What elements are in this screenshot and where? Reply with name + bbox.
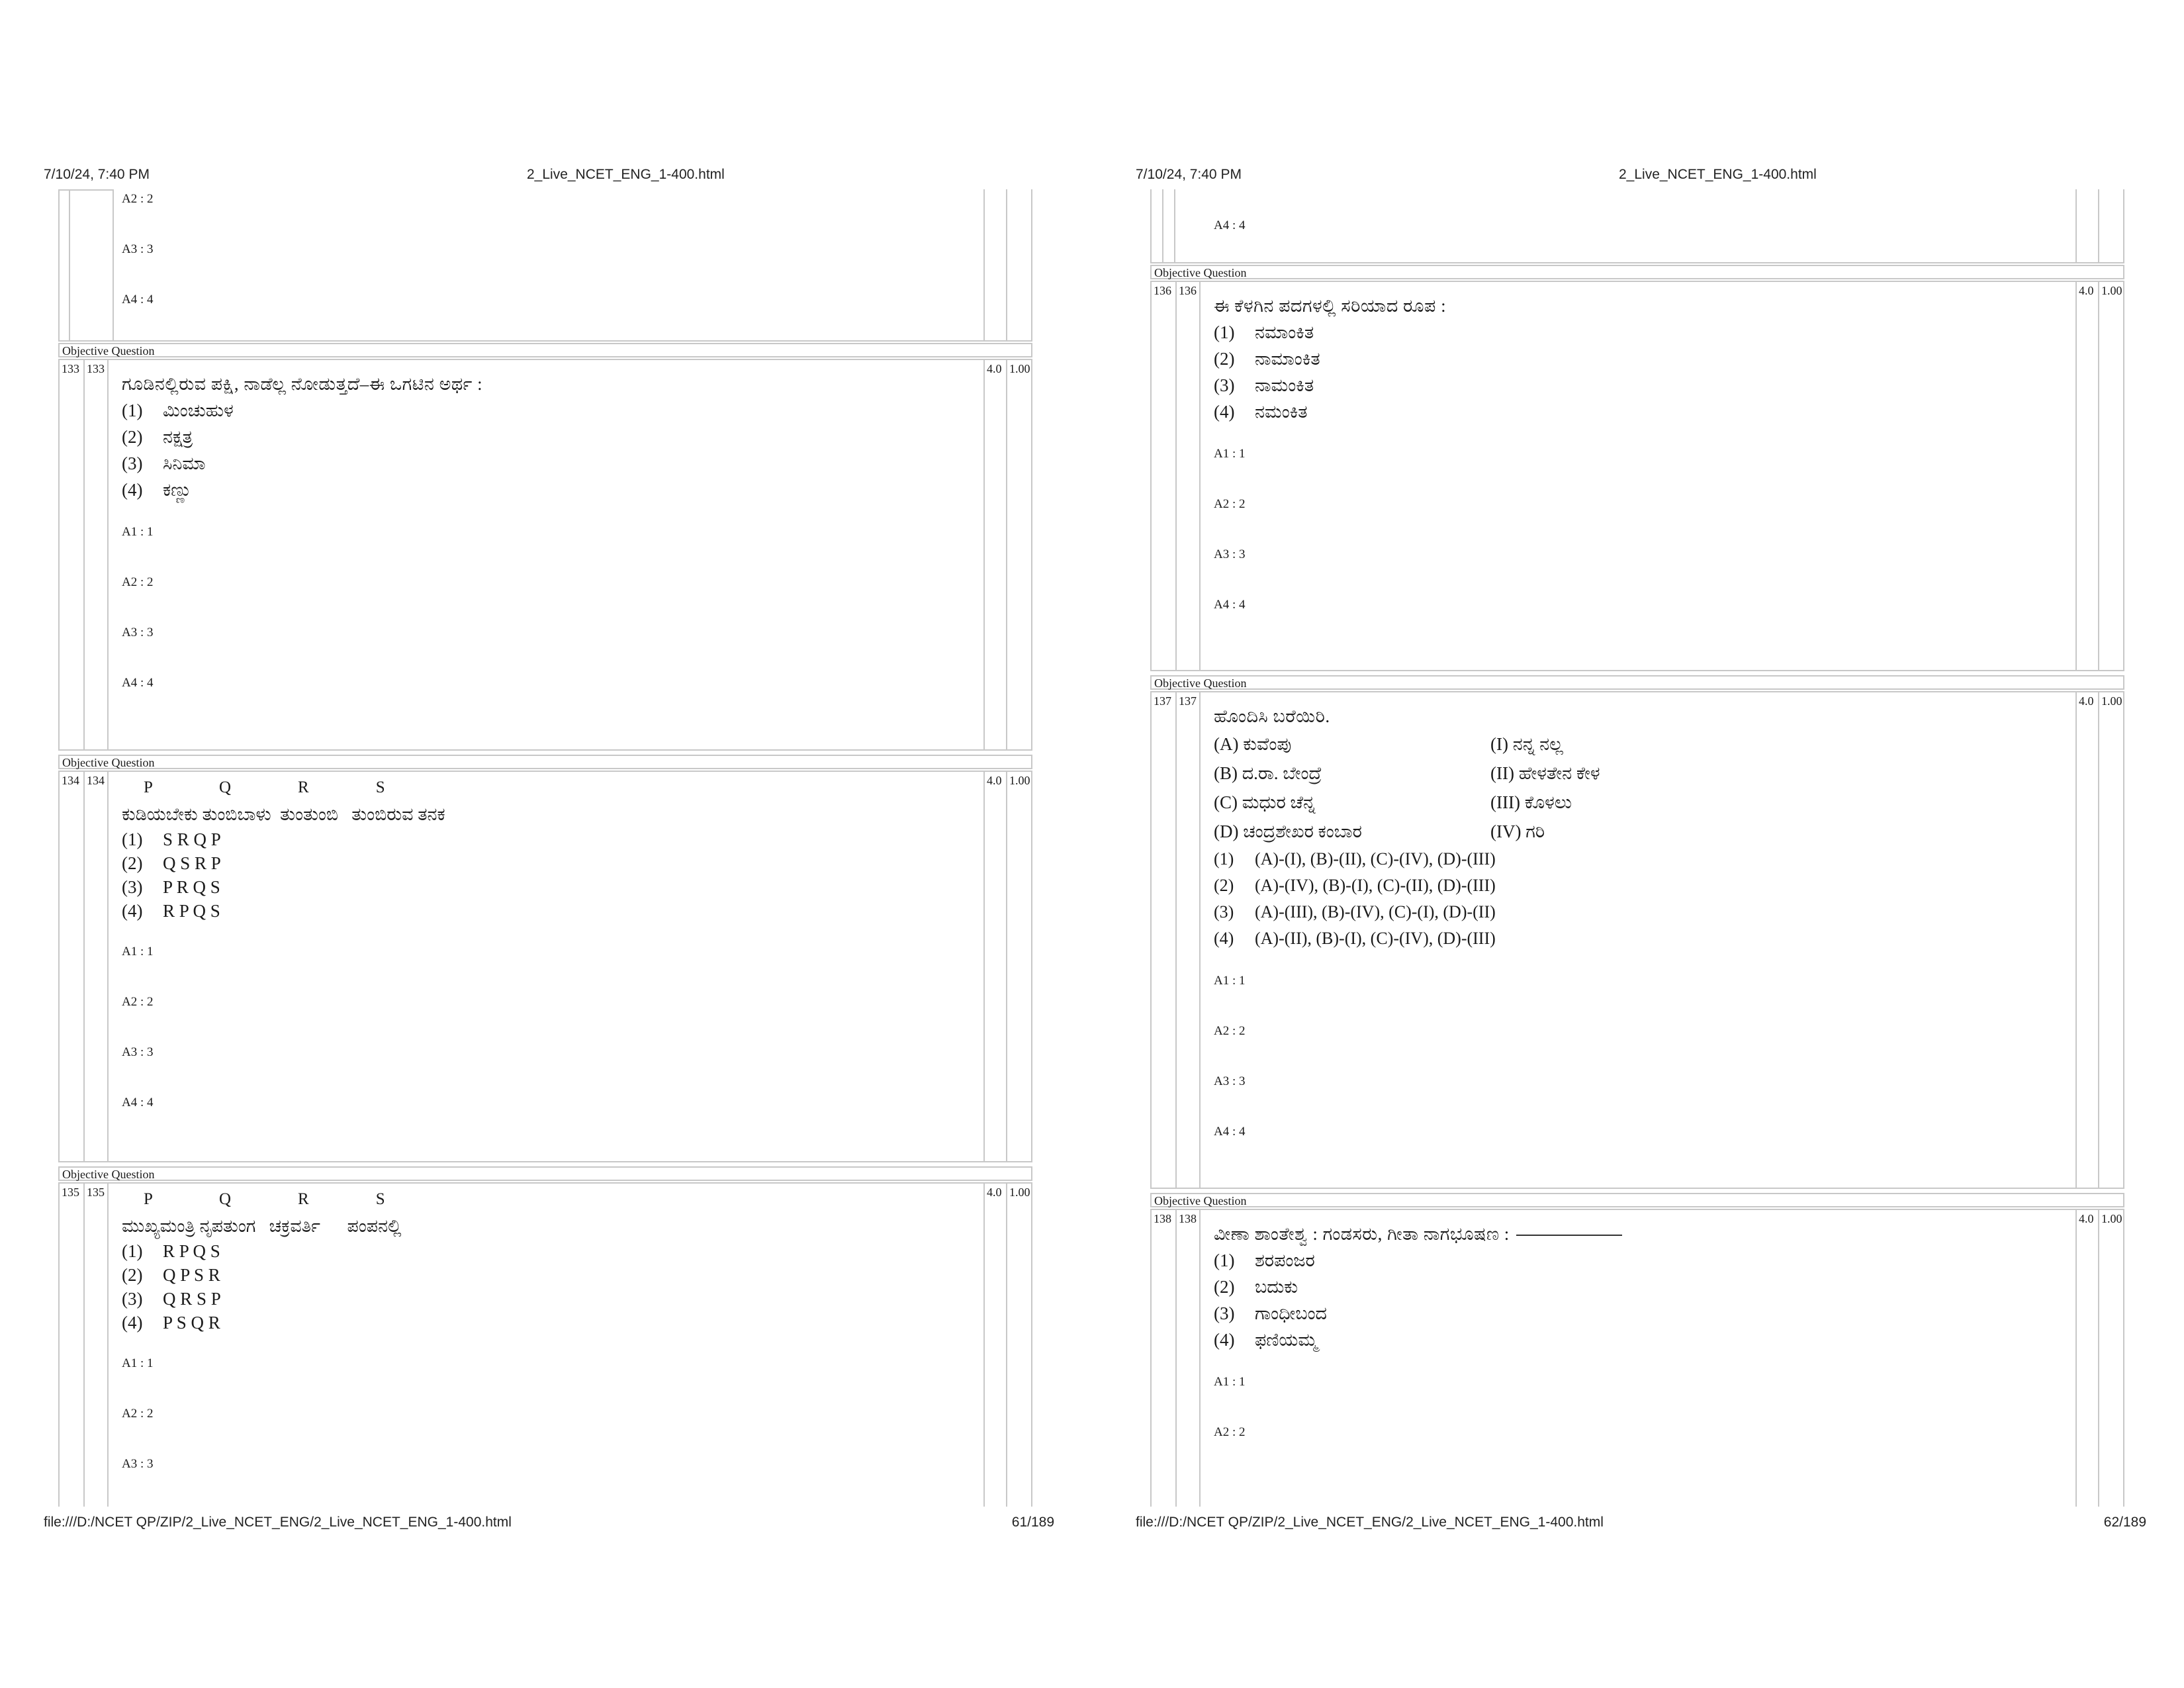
question-sheet: [58, 189, 1032, 1507]
answer-option[interactable]: A3 : 3: [122, 242, 154, 256]
negative-marks: 1.00: [1009, 362, 1030, 375]
answer-list: [1214, 447, 2065, 649]
question-text: ವೀಣಾ ಶಾಂತೇಶ್ವ : ಗಂಡಸರು, ಗೀತಾ ನಾಗಭೂಷಣ :: [1214, 1221, 2065, 1247]
header-date: 7/10/24, 7:40 PM: [44, 167, 150, 182]
answer-option[interactable]: A1 : 1: [122, 525, 154, 539]
question-id: 137: [1179, 694, 1197, 708]
answer-option[interactable]: A4 : 4: [1214, 218, 1246, 232]
question-body: [1214, 703, 2065, 1176]
negative-marks: 1.00: [2101, 1212, 2122, 1225]
question-number: 133: [62, 362, 79, 375]
answer-option[interactable]: A2 : 2: [1214, 1425, 1246, 1439]
previous-question-fragment: [58, 189, 1032, 342]
question-137: [1150, 691, 2124, 1189]
marks: 4.0: [2079, 284, 2094, 297]
section-label: Objective Question: [58, 755, 1032, 769]
option: (3) P R Q S: [122, 877, 220, 897]
option: (3) ನಾಮಂಕಿತ: [1214, 375, 1314, 395]
section-label: Objective Question: [1150, 265, 2124, 279]
option: (4) ಕಣ್ಣು: [122, 480, 192, 500]
negative-marks: 1.00: [2101, 284, 2122, 297]
marks: 4.0: [987, 1186, 1002, 1199]
answer-option[interactable]: A1 : 1: [122, 945, 154, 959]
option: (2) ನಾಮಾಂಕಿತ: [1214, 349, 1320, 369]
question-number: 134: [62, 774, 79, 787]
question-133: [58, 359, 1032, 751]
answer-option[interactable]: A4 : 4: [1214, 1125, 1246, 1139]
question-body: [122, 371, 973, 727]
answer-option[interactable]: A4 : 4: [122, 293, 154, 306]
option: (3) ಸಿನಿಮಾ: [122, 453, 206, 473]
option: (4) ಫಣಿಯಮ್ಮ: [1214, 1330, 1318, 1350]
question-body: [1214, 1221, 2065, 1476]
answer-option[interactable]: A2 : 2: [122, 995, 154, 1009]
answer-list: [1214, 974, 2065, 1176]
question-134: [58, 771, 1032, 1162]
option: (2) Q S R P: [122, 853, 221, 873]
option: (1) ಶರಪಂಜರ: [1214, 1250, 1315, 1270]
section-label: Objective Question: [58, 343, 1032, 357]
letter-labels: P Q R S: [122, 1190, 387, 1208]
match-pair: (A) ಕುವೆಂಪು (I) ನನ್ನ ನಲ್ಲ: [1214, 734, 1563, 754]
answer-list: [122, 945, 973, 1147]
answer-list: [122, 1357, 973, 1507]
answer-option[interactable]: A3 : 3: [122, 626, 154, 639]
section-label: Objective Question: [1150, 675, 2124, 690]
answer-option[interactable]: A4 : 4: [122, 676, 154, 690]
page-62: [1092, 0, 2184, 1688]
letter-labels: P Q R S: [122, 778, 387, 796]
answer-list: [122, 526, 973, 727]
question-id: 134: [87, 774, 105, 787]
answer-option[interactable]: A2 : 2: [1214, 1024, 1246, 1038]
marks: 4.0: [2079, 694, 2094, 708]
marks: 4.0: [987, 362, 1002, 375]
answer-option[interactable]: A1 : 1: [1214, 974, 1246, 988]
option: (4) ನಮಂಕಿತ: [1214, 402, 1308, 422]
question-body: [122, 774, 973, 1147]
question-number: 135: [62, 1186, 79, 1199]
question-number: 136: [1154, 284, 1171, 297]
fill-blank-line: [1516, 1235, 1622, 1236]
question-body: [122, 1186, 973, 1507]
answer-list: [1214, 1376, 2065, 1476]
answer-option[interactable]: A4 : 4: [122, 1096, 154, 1109]
negative-marks: 1.00: [1009, 774, 1030, 787]
answer-option[interactable]: A2 : 2: [122, 575, 154, 589]
question-id: 133: [87, 362, 105, 375]
answer-option[interactable]: A3 : 3: [122, 1457, 154, 1471]
option: (1) ಮಿಂಚುಹುಳ: [122, 400, 234, 420]
answer-option[interactable]: A2 : 2: [1214, 497, 1246, 511]
option: (4) P S Q R: [122, 1313, 220, 1333]
footer-page-number: 61/189: [1011, 1515, 1054, 1530]
footer-file-path: file:///D:/NCET QP/ZIP/2_Live_NCET_ENG/2_Live_NCET_ENG_1-400.html: [1136, 1515, 1604, 1530]
answer-option[interactable]: A1 : 1: [1214, 1375, 1246, 1389]
previous-question-fragment: [1150, 189, 2124, 263]
option: (3) Q R S P: [122, 1289, 221, 1309]
answer-option[interactable]: A3 : 3: [122, 1045, 154, 1059]
answer-option[interactable]: A2 : 2: [122, 192, 154, 206]
answer-option[interactable]: A2 : 2: [122, 1407, 154, 1421]
header-title: 2_Live_NCET_ENG_1-400.html: [527, 167, 725, 182]
question-138: [1150, 1209, 2124, 1507]
negative-marks: 1.00: [1009, 1186, 1030, 1199]
footer-file-path: file:///D:/NCET QP/ZIP/2_Live_NCET_ENG/2_Live_NCET_ENG_1-400.html: [44, 1515, 512, 1530]
question-body: [1214, 293, 2065, 649]
match-pair: (D) ಚಂದ್ರಶೇಖರ ಕಂಬಾರ (IV) ಗರಿ: [1214, 821, 1545, 841]
option: (1) S R Q P: [122, 829, 221, 849]
question-sheet: [1150, 189, 2124, 1507]
option: (2) ನಕ್ಷತ್ರ: [122, 427, 193, 447]
option: (1) (A)-(I), (B)-(II), (C)-(IV), (D)-(III): [1214, 849, 1496, 868]
question-number: 137: [1154, 694, 1171, 708]
question-text: ಈ ಕೆಳಗಿನ ಪದಗಳಲ್ಲಿ ಸರಿಯಾದ ರೂಪ :: [1214, 296, 1447, 316]
question-135: [58, 1182, 1032, 1507]
option: (2) (A)-(IV), (B)-(I), (C)-(II), (D)-(III): [1214, 876, 1496, 895]
question-id: 136: [1179, 284, 1197, 297]
question-id: 135: [87, 1186, 105, 1199]
answer-option[interactable]: A3 : 3: [1214, 1074, 1246, 1088]
option: (3) ಗಾಂಧೀಬಂದ: [1214, 1303, 1327, 1323]
option: (1) ನಮಾಂಕಿತ: [1214, 322, 1314, 342]
question-number: 138: [1154, 1212, 1171, 1225]
option: (1) R P Q S: [122, 1241, 220, 1261]
word-list: ಕುಡಿಯಬೇಕು ತುಂಬಿಬಾಳು ತುಂತುಂಬಿ ತುಂಬಿರುವ ತನಕ: [122, 804, 445, 824]
question-id: 138: [1179, 1212, 1197, 1225]
question-text: ಗೂಡಿನಲ್ಲಿರುವ ಪಕ್ಷಿ, ನಾಡೆಲ್ಲ ನೋಡುತ್ತದೆ–ಈ ಒಗಟಿನ ಅರ್ಥ :: [122, 374, 483, 394]
word-list: ಮುಖ್ಯಮಂತ್ರಿ ನೃಪತುಂಗ ಚಕ್ರವರ್ತಿ ಪಂಪನಲ್ಲಿ: [122, 1216, 402, 1236]
marks: 4.0: [987, 774, 1002, 787]
answer-option[interactable]: A4 : 4: [1214, 598, 1246, 612]
footer-page-number: 62/189: [2103, 1515, 2146, 1530]
option: (4) R P Q S: [122, 901, 220, 921]
match-pair: (C) ಮಧುರ ಚೆನ್ನ (III) ಕೊಳಲು: [1214, 792, 1572, 812]
marks: 4.0: [2079, 1212, 2094, 1225]
answer-option[interactable]: A1 : 1: [1214, 447, 1246, 461]
option: (3) (A)-(III), (B)-(IV), (C)-(I), (D)-(II): [1214, 902, 1496, 921]
option: (4) (A)-(II), (B)-(I), (C)-(IV), (D)-(III): [1214, 929, 1496, 948]
option: (2) Q P S R: [122, 1265, 220, 1285]
section-label: Objective Question: [1150, 1193, 2124, 1207]
negative-marks: 1.00: [2101, 694, 2122, 708]
header-title: 2_Live_NCET_ENG_1-400.html: [1619, 167, 1817, 182]
section-label: Objective Question: [58, 1166, 1032, 1181]
question-text: ಹೊಂದಿಸಿ ಬರೆಯಿರಿ.: [1214, 706, 1330, 726]
answer-option[interactable]: A3 : 3: [1214, 547, 1246, 561]
option: (2) ಬದುಕು: [1214, 1277, 1298, 1297]
header-date: 7/10/24, 7:40 PM: [1136, 167, 1242, 182]
question-136: [1150, 281, 2124, 671]
match-pair: (B) ದ.ರಾ. ಬೇಂದ್ರೆ (II) ಹೇಳತೇನ ಕೇಳ: [1214, 763, 1600, 783]
answer-option[interactable]: A1 : 1: [122, 1356, 154, 1370]
